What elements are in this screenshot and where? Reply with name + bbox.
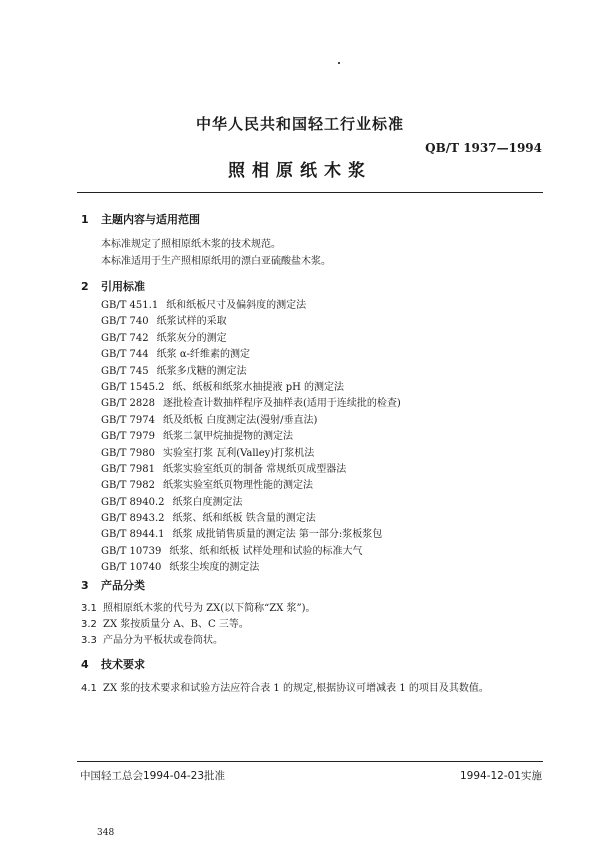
section-number: 2 (81, 280, 89, 293)
reference-item (101, 396, 401, 412)
reference-code: GB/T 7981 (101, 463, 156, 475)
section-title: 引用标准 (101, 280, 145, 293)
section-4-heading (81, 656, 145, 672)
reference-item (101, 364, 401, 380)
reference-title: 纸浆 α-纤维素的测定 (156, 349, 250, 361)
reference-code: GB/T 8944.1 (101, 529, 165, 541)
reference-list (101, 298, 401, 577)
reference-code: GB/T 1545.2 (101, 381, 165, 393)
page-number: 348 (97, 828, 115, 838)
reference-item (101, 314, 401, 330)
reference-title: 纸浆、纸和纸板 试样处理和试验的标准大气 (169, 545, 363, 557)
reference-title: 纸浆白度测定法 (172, 496, 243, 508)
paragraph: 本标准适用于生产照相原纸用的漂白亚硫酸盐木浆。 (101, 256, 331, 267)
reference-code: GB/T 740 (101, 316, 149, 328)
clause-text: 照相原纸木浆的代号为 ZX(以下简称“ZX 浆”)。 (103, 603, 316, 614)
reference-title: 纸浆试样的采取 (156, 316, 227, 328)
reference-title: 纸、纸板和纸浆水抽提液 pH 的测定法 (172, 381, 345, 393)
clause-item (81, 615, 249, 630)
reference-item (101, 446, 401, 462)
reference-title: 纸浆 成批销售质量的测定法 第一部分:浆板浆包 (172, 529, 383, 541)
reference-title: 纸浆多戊糖的测定法 (156, 365, 247, 377)
reference-item (101, 380, 401, 396)
reference-title: 纸浆二氯甲烷抽提物的测定法 (163, 431, 294, 443)
clause-text: 产品分为平板状或卷筒状。 (103, 635, 223, 646)
reference-code: GB/T 10739 (101, 545, 162, 557)
reference-item (101, 544, 401, 560)
reference-code: GB/T 7982 (101, 480, 156, 492)
section-2-heading (81, 278, 145, 294)
reference-item (101, 429, 401, 445)
reference-title: 纸浆实验室纸页的制备 常规纸页成型器法 (163, 463, 347, 475)
paragraph: 本标准规定了照相原纸木浆的技术规范。 (101, 239, 281, 250)
clause-number: 3.1 (81, 603, 97, 614)
reference-item (101, 560, 401, 576)
reference-code: GB/T 7979 (101, 431, 156, 443)
clause-number: 3.2 (81, 619, 97, 630)
reference-title: 逐批检查计数抽样程序及抽样表(适用于连续批的检查) (163, 398, 401, 410)
section-title: 技术要求 (101, 658, 145, 671)
reference-code: GB/T 10740 (101, 562, 162, 574)
section-1-heading (81, 211, 200, 227)
standard-code: QB/T 1937—1994 (425, 141, 542, 155)
clause-number: 3.3 (81, 635, 97, 646)
reference-code: GB/T 8943.2 (101, 513, 165, 525)
section-number: 3 (81, 579, 89, 592)
clause-text: ZX 浆的技术要求和试验方法应符合表 1 的规定,根据协议可增减表 1 的项目及其数值。 (103, 683, 489, 694)
effective-date: 1994-12-01实施 (459, 770, 542, 782)
reference-code: GB/T 744 (101, 349, 149, 361)
reference-item (101, 478, 401, 494)
reference-code: GB/T 745 (101, 365, 149, 377)
reference-item (101, 298, 401, 314)
approval-date: 中国轻工总会1994-04-23批准 (80, 770, 226, 782)
clause-item (81, 679, 489, 694)
clause-number: 4.1 (81, 683, 97, 694)
reference-item (101, 511, 401, 527)
footer-rule (77, 761, 543, 762)
clause-text: ZX 浆按质量分 A、B、C 三等。 (103, 619, 249, 630)
section-title: 产品分类 (101, 579, 145, 592)
reference-title: 纸浆实验室纸页物理性能的测定法 (163, 480, 314, 492)
section-number: 1 (81, 213, 89, 226)
reference-code: GB/T 7980 (101, 447, 156, 459)
reference-code: GB/T 451.1 (101, 300, 159, 311)
reference-code: GB/T 8940.2 (101, 496, 165, 508)
reference-title: 实验室打浆 瓦利(Valley)打浆机法 (163, 447, 315, 459)
header-rule (77, 192, 543, 193)
reference-title: 纸浆灰分的测定 (156, 332, 227, 344)
reference-code: GB/T 7974 (101, 414, 156, 426)
reference-title: 纸及纸板 白度测定法(漫射/垂直法) (163, 414, 318, 426)
scan-speck (338, 62, 340, 64)
reference-item (101, 331, 401, 347)
reference-code: GB/T 742 (101, 332, 149, 344)
reference-title: 纸浆尘埃度的测定法 (169, 562, 260, 574)
reference-code: GB/T 2828 (101, 398, 156, 410)
section-number: 4 (81, 658, 89, 671)
standard-title: 中华人民共和国轻工行业标准 (195, 115, 404, 133)
reference-item (101, 495, 401, 511)
clause-item (81, 631, 223, 646)
document-title: 照相原纸木浆 (228, 161, 372, 181)
reference-item (101, 462, 401, 478)
section-title: 主题内容与适用范围 (101, 213, 200, 226)
reference-item (101, 527, 401, 543)
clause-item (81, 599, 316, 614)
reference-title: 纸浆、纸和纸板 铁含量的测定法 (172, 513, 316, 525)
section-3-heading (81, 577, 145, 593)
reference-item (101, 413, 401, 429)
reference-item (101, 347, 401, 363)
reference-title: 纸和纸板尺寸及偏斜度的测定法 (166, 300, 307, 311)
